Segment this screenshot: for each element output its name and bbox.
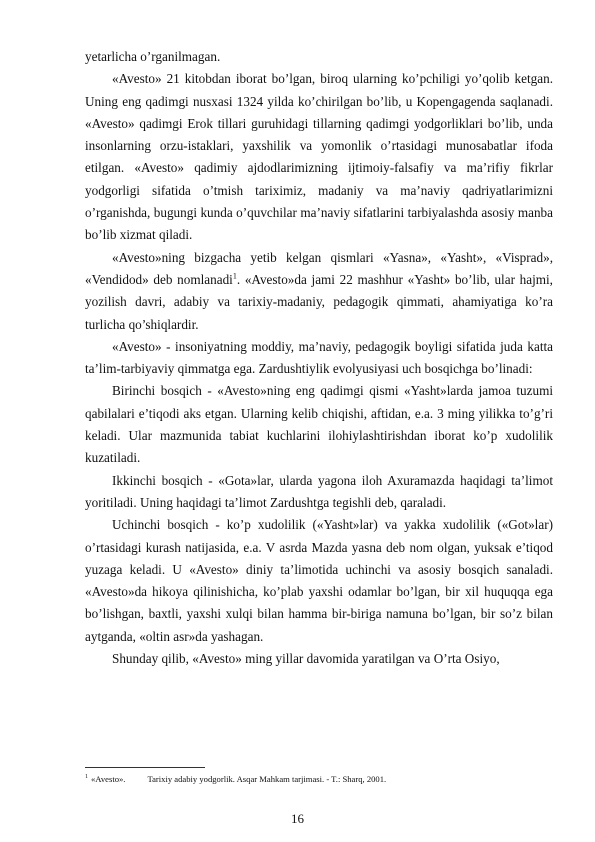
paragraph-avesto-parts-start: «Avesto»ning bizgacha yetib kelgan qismlari «Yasna», «Yasht», «Visprad», «Vendidod» deb nomlanadi	[85, 249, 553, 287]
paragraph-first-stage: Birinchi bosqich - «Avesto»ning eng qadimgi qismi «Yasht»larda jamoa tuzumi qabilalari e’tiqodi aks etgan. Ularning kelib chiqishi, aftidan, e.a. 3 ming yilikka to’g’ri keladi. Ular mazmunida tabiat kuchlarini ilohiylashtirishdan iborat ko’p xudolilik kuzatiladi.	[85, 383, 553, 466]
paragraph-avesto-parts	[85, 247, 553, 336]
paragraph-avesto-books: «Avesto» 21 kitobdan iborat bo’lgan, biroq ularning ko’pchiligi yo’qolib ketgan. Uning eng qadimgi nusxasi 1324 yilda ko’chirilgan bo’lib, u Kopengagenda saqlanadi. «Avesto» qadimgi Erok tillari guruhidagi tillarning qadimgi yodgorliklari bo’lib, unda insonlarning orzu-istaklari, yaxshilik va yomonlik o’rtasidagi munosabatlar ifoda etilgan. «Avesto» qadimiy ajdodlarimizning ijtimoiy-falsafiy va ma’rifiy fikrlar yodgorligi sifatida o’tmish tariximiz, madaniy va ma’naviy qadriyatlarimizni o’rganishda, bugungi kunda o’quvchilar ma’naviy sifatlarini tarbiyalashda asosiy manba bo’lib xizmat qiladi.	[85, 71, 553, 243]
paragraph-avesto-parts-end: . «Avesto»da jami 22 mashhur «Yasht» bo’lib, ular hajmi, yozilish davri, adabiy va tarixiy-madaniy, pedagogik qimmati, ahamiyatiga ko’ra turlicha qo’shiqlardir.	[85, 271, 553, 332]
paragraph-evolution-intro: «Avesto» - insoniyatning moddiy, ma’naviy, pedagogik boyligi sifatida juda katta ta’lim-tarbiyaviy qimmatga ega. Zardushtiylik evolyusiyasi uch bosqichga bo’linadi:	[85, 338, 553, 377]
paragraph-third-stage: Uchinchi bosqich - ko’p xudolilik («Yasht»lar) va yakka xudolilik («Got»lar) o’rtasidagi kurash natijasida, e.a. V asrda Mazda yasna deb nom olgan, yuksak e’tiqod yuzaga keladi. U «Avesto» diniy ta’limotida uchinchi va asosiy bosqich sanaladi. «Avesto»da hikoya qilinishicha, ko’plab yaxshi odamlar bo’lgan, bir xil huquqqa ega bo’lishgan, baxtli, yaxshi xulqi bilan hamma bir-biriga namuna bo’lgan, bir so’z bilan aytganda, «oltin asr»da yashagan.	[85, 517, 553, 644]
footnote-marker: 1	[232, 271, 237, 281]
page-number: 16	[291, 811, 304, 826]
footnote-text: Tarixiy adabiy yodgorlik. Asqar Mahkam tarjimasi. - T.: Sharq, 2001.	[147, 773, 387, 784]
paragraph-second-stage: Ikkinchi bosqich - «Gota»lar, ularda yagona iloh Axuramazda haqidagi ta’limot yoritiladi. Uning haqidagi ta’limot Zardushtga tegishli deb, qaraladi.	[85, 472, 553, 510]
paragraph-continuation: yetarlicha o’rganilmagan.	[85, 49, 221, 64]
footnote-source: «Avesto».	[91, 773, 126, 784]
body-text	[85, 46, 553, 670]
footnote-number: 1	[85, 774, 88, 780]
paragraph-conclusion-start: Shunday qilib, «Avesto» ming yillar davomida yaratilgan va O’rta Osiyo,	[112, 651, 500, 667]
footnote-divider	[85, 767, 205, 768]
footnote	[85, 771, 553, 785]
